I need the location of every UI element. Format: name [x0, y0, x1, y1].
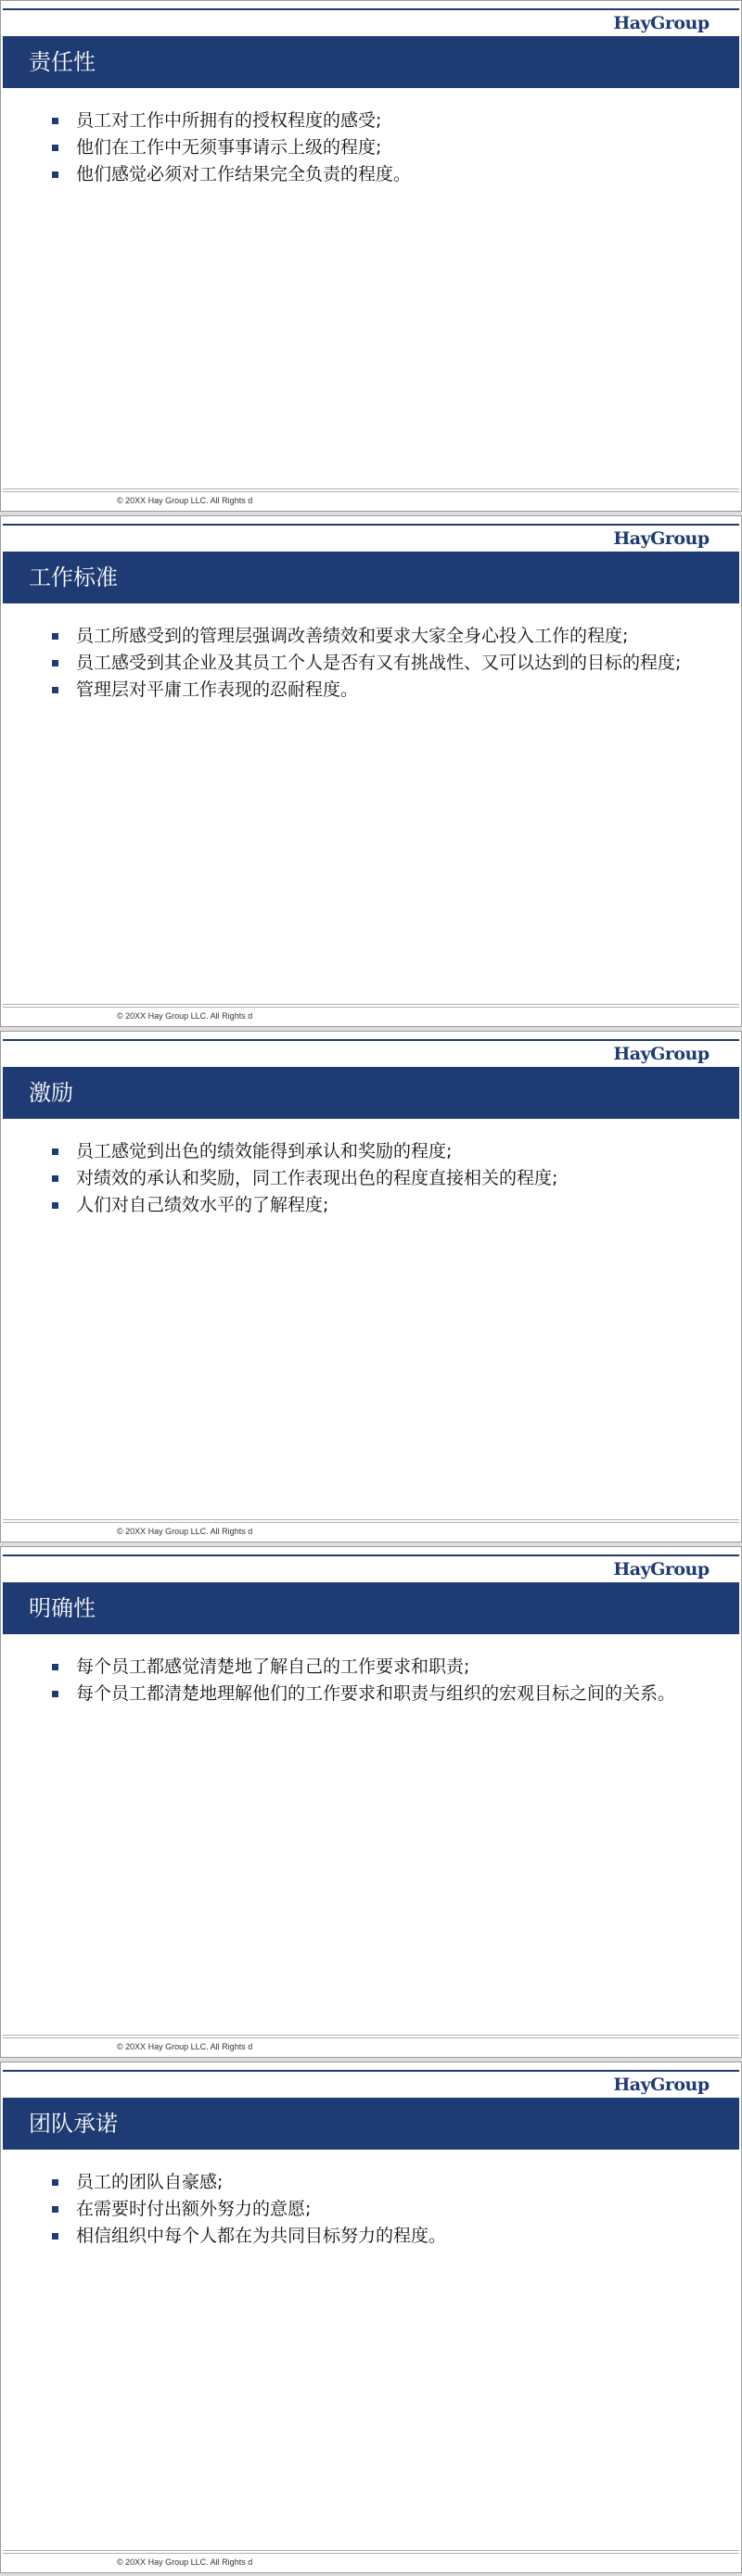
bullet-text: 员工感受到其企业及其员工个人是否有又有挑战性、又可以达到的目标的程度; — [76, 653, 682, 673]
slide-title: 团队承诺 — [29, 2111, 118, 2137]
bullet-square-icon — [52, 2179, 58, 2186]
bullet-item — [52, 135, 692, 159]
slide-clarity — [0, 1546, 742, 2058]
logo — [583, 526, 739, 552]
bullet-item — [52, 1193, 692, 1217]
footer-rule — [3, 1004, 739, 1005]
logo-text: HayGroup — [613, 528, 710, 549]
logo-text: HayGroup — [613, 13, 710, 33]
bullet-square-icon — [52, 118, 58, 124]
footer-rule — [3, 491, 739, 492]
logo — [583, 2072, 739, 2098]
footer-rule — [3, 1522, 739, 1523]
logo-text: HayGroup — [613, 1559, 710, 1580]
bullet-text: 他们感觉必须对工作结果完全负责的程度。 — [76, 164, 412, 184]
bullet-item — [52, 1166, 692, 1190]
footer-rule — [3, 2550, 739, 2551]
bullet-list — [52, 108, 692, 189]
bullet-item — [52, 678, 692, 702]
logo-text: HayGroup — [613, 1044, 710, 1064]
copyright-footer: © 20XX Hay Group LLC. All Rights d — [117, 2042, 253, 2051]
bullet-text: 每个员工都清楚地理解他们的工作要求和职责与组织的宏观目标之间的关系。 — [76, 1683, 676, 1704]
copyright-footer: © 20XX Hay Group LLC. All Rights d — [117, 2557, 253, 2567]
bullet-text: 每个员工都感觉清楚地了解自己的工作要求和职责; — [76, 1656, 470, 1677]
footer-rule — [3, 1519, 739, 1520]
bullet-square-icon — [52, 1175, 58, 1182]
bullet-square-icon — [52, 1664, 58, 1670]
bullet-text: 管理层对平庸工作表现的忍耐程度。 — [76, 679, 359, 700]
slide-rewards — [0, 1031, 742, 1542]
bullet-list — [52, 2170, 692, 2251]
bullet-text: 相信组织中每个人都在为共同目标努力的程度。 — [76, 2226, 447, 2246]
bullet-text: 员工感觉到出色的绩效能得到承认和奖励的程度; — [76, 1141, 453, 1161]
slide-standards — [0, 515, 742, 1027]
bullet-item — [52, 108, 692, 133]
slide-title: 明确性 — [29, 1595, 96, 1621]
title-band — [3, 1582, 739, 1634]
copyright-footer: © 20XX Hay Group LLC. All Rights d — [117, 1011, 253, 1021]
bullet-text: 员工所感受到的管理层强调改善绩效和要求大家全身心投入工作的程度; — [76, 626, 629, 646]
bullet-item — [52, 1681, 692, 1706]
bullet-text: 对绩效的承认和奖励，同工作表现出色的程度直接相关的程度; — [76, 1168, 558, 1188]
bullet-text: 他们在工作中无须事事请示上级的程度; — [76, 137, 382, 158]
title-band — [3, 36, 739, 88]
slide-title: 激励 — [29, 1080, 73, 1106]
footer-rule — [3, 2553, 739, 2554]
copyright-footer: © 20XX Hay Group LLC. All Rights d — [117, 1527, 253, 1536]
bullet-square-icon — [52, 1691, 58, 1697]
slide-title: 责任性 — [29, 49, 96, 75]
slide-title: 工作标准 — [29, 565, 118, 590]
footer-rule — [3, 1007, 739, 1008]
bullet-square-icon — [52, 660, 58, 666]
bullet-square-icon — [52, 633, 58, 640]
bullet-item — [52, 624, 692, 648]
bullet-list — [52, 624, 692, 704]
bullet-list — [52, 1139, 692, 1220]
bullet-square-icon — [52, 1148, 58, 1155]
bullet-square-icon — [52, 171, 58, 178]
slide-accountability — [0, 0, 742, 512]
footer-rule — [3, 2037, 739, 2038]
logo — [583, 1556, 739, 1582]
bullet-text: 员工的团队自豪感; — [76, 2172, 224, 2192]
bullet-square-icon — [52, 1202, 58, 1209]
logo-text: HayGroup — [613, 2075, 710, 2095]
bullet-list — [52, 1655, 692, 1708]
bullet-item — [52, 1139, 692, 1163]
bullet-square-icon — [52, 2233, 58, 2240]
logo — [583, 1041, 739, 1067]
bullet-text: 员工对工作中所拥有的授权程度的感受; — [76, 110, 382, 131]
bullet-item — [52, 2170, 692, 2194]
logo — [583, 10, 739, 36]
bullet-item — [52, 651, 692, 675]
bullet-text: 在需要时付出额外努力的意愿; — [76, 2199, 312, 2219]
bullet-square-icon — [52, 2206, 58, 2213]
bullet-item — [52, 162, 692, 186]
slide-team-commitment — [0, 2062, 742, 2573]
bullet-square-icon — [52, 687, 58, 693]
bullet-item — [52, 1655, 692, 1679]
title-band — [3, 1067, 739, 1119]
copyright-footer: © 20XX Hay Group LLC. All Rights d — [117, 496, 253, 505]
bullet-text: 人们对自己绩效水平的了解程度; — [76, 1195, 329, 1215]
bullet-square-icon — [52, 145, 58, 151]
footer-rule — [3, 2035, 739, 2036]
bullet-item — [52, 2197, 692, 2221]
bullet-item — [52, 2224, 692, 2248]
